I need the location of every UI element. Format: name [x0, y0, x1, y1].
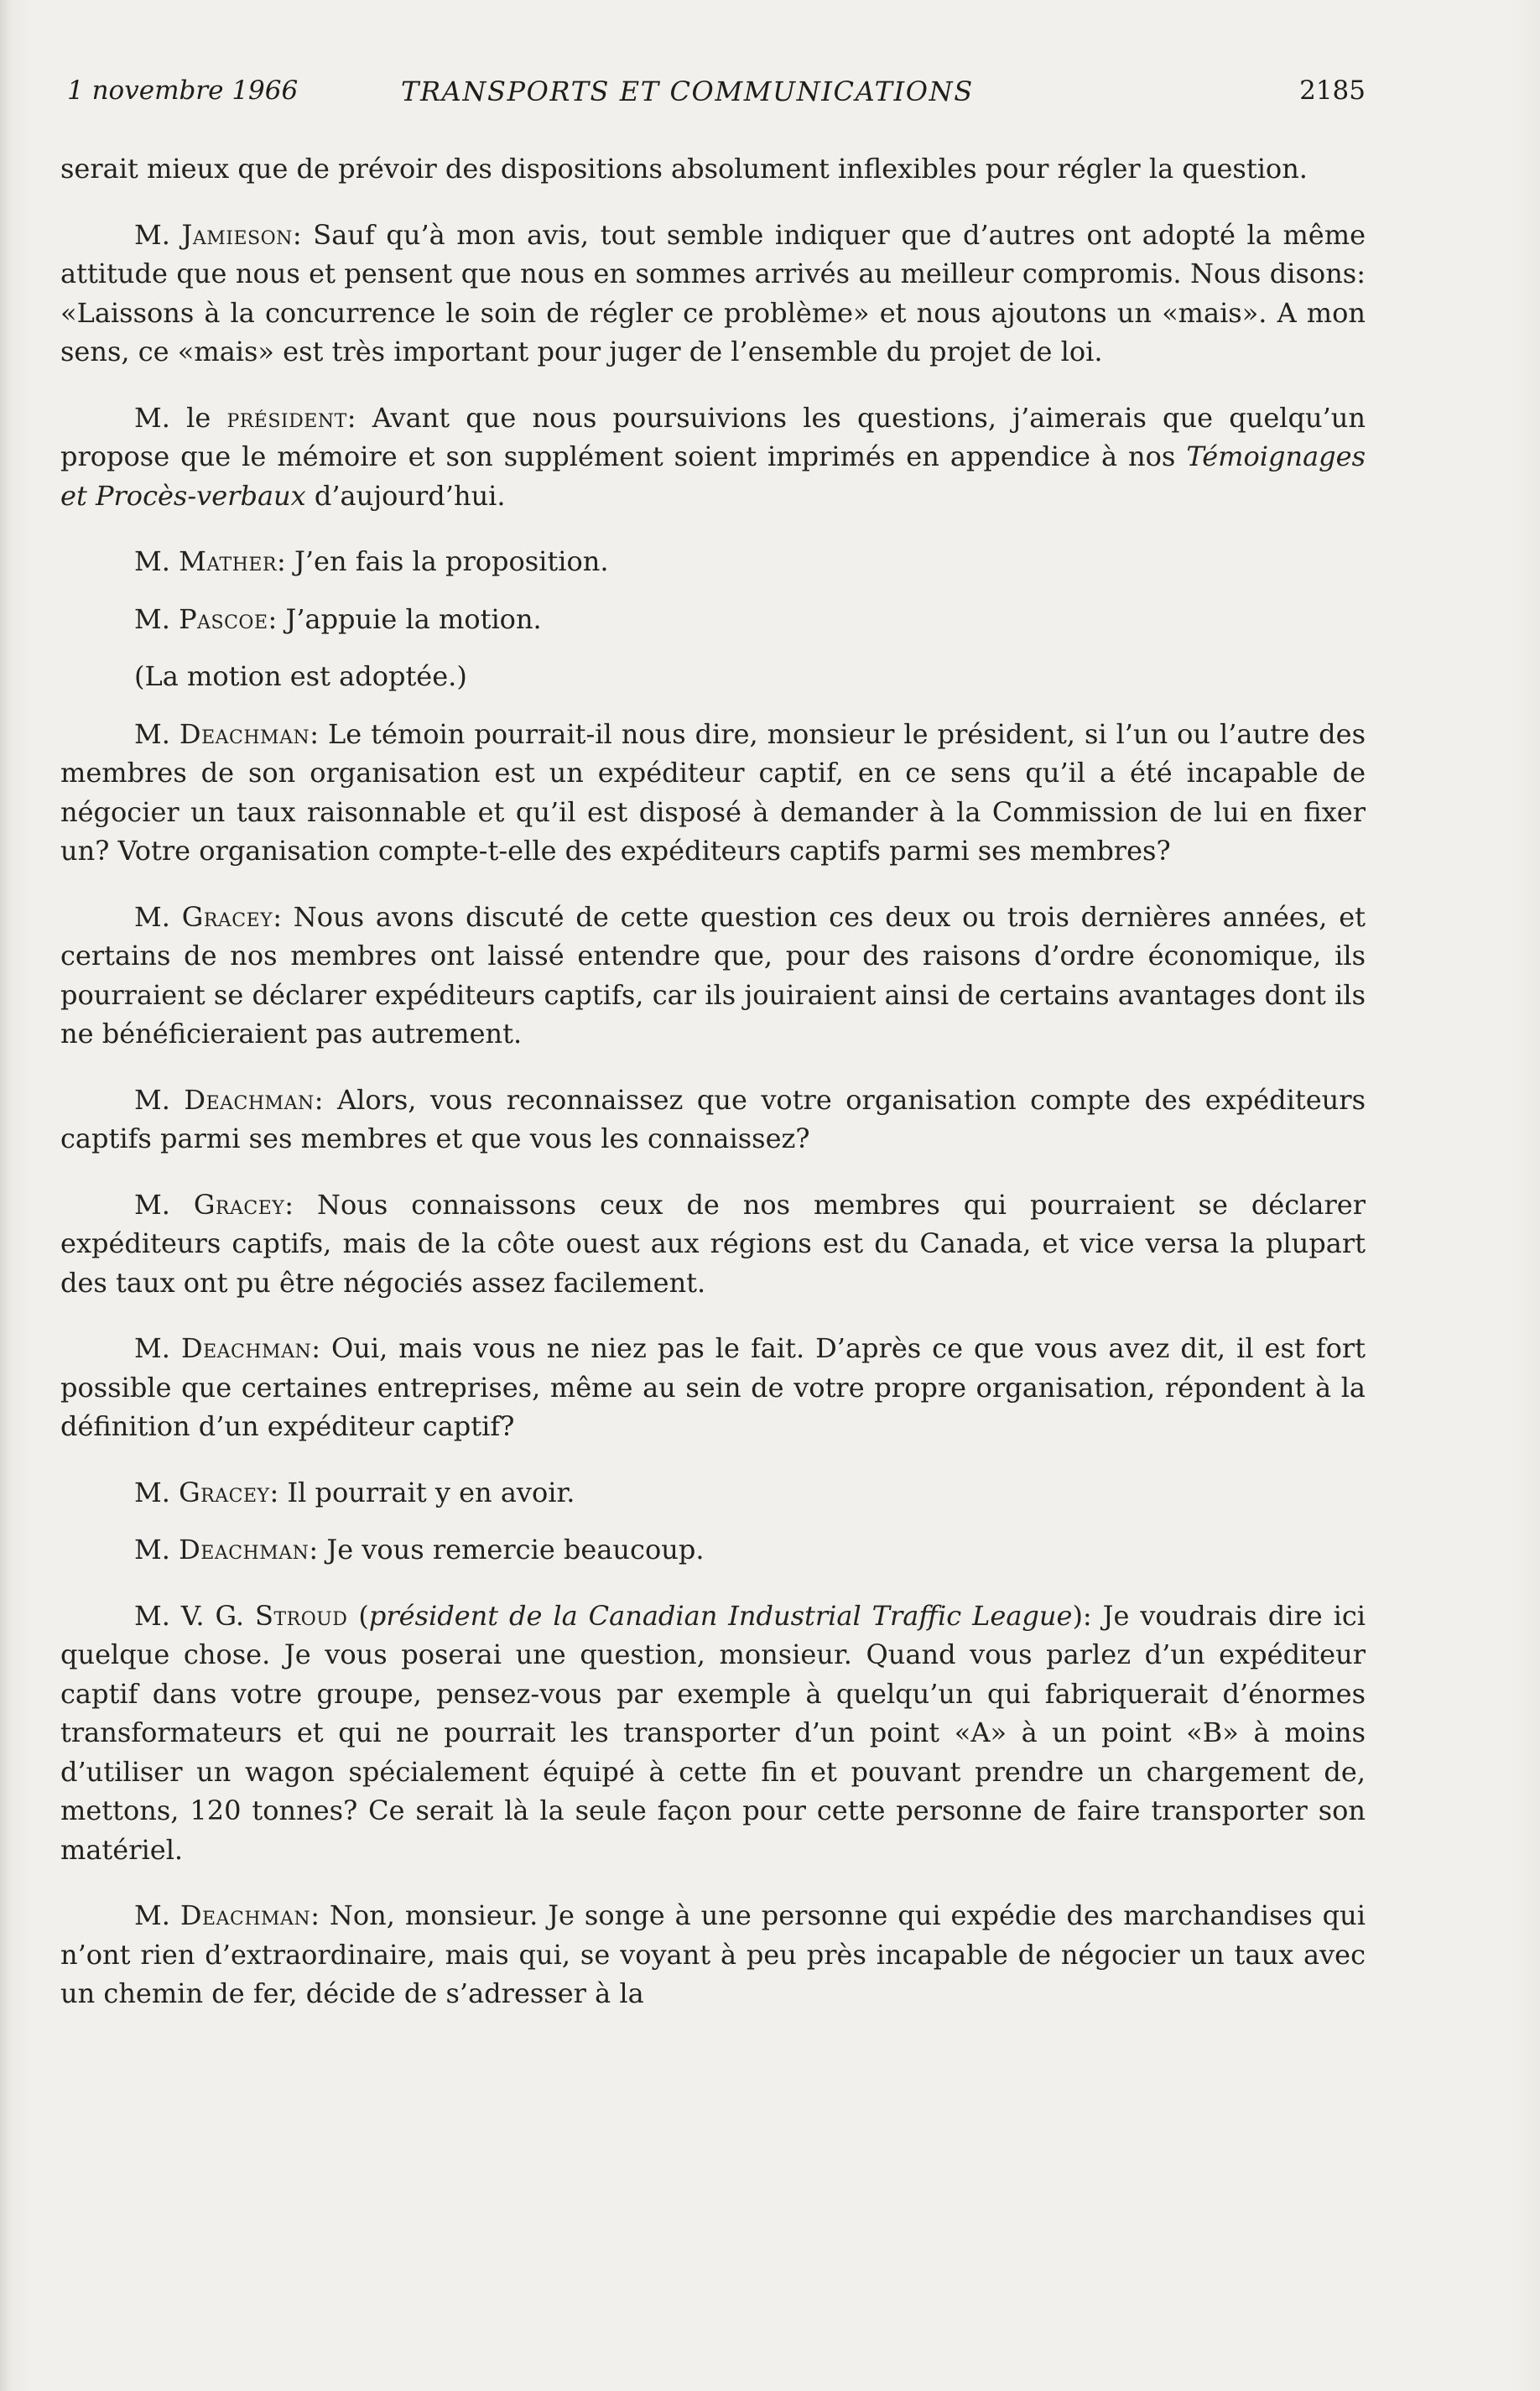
speaker-name: Jamieson: [181, 218, 293, 251]
paragraph-gracey-1: [60, 898, 1366, 1054]
speaker-name: Pascoe: [179, 602, 268, 635]
paragraph-pascoe: [60, 600, 1366, 639]
paragraph-text: : Avant que nous poursuivions les questions, j’aimerais que quelqu’un propose que le mémoire et son supplément soient imprimés en appendice à nos: [60, 401, 1366, 472]
speaker-name: Stroud: [255, 1599, 348, 1632]
speaker-name: président: [226, 401, 347, 434]
speaker-name: Deachman: [179, 717, 310, 750]
paragraph-continuation: [60, 149, 1366, 189]
paragraph-text: : Nous avons discuté de cette question ces deux ou trois dernières années, et certains de nos membres ont laissé entendre que, pour des raisons d’ordre économique, ils pourraient se déclarer expéditeurs captifs, car ils jouiraient ainsi de certains avantages dont ils ne bénéficieraient pas autrement.: [60, 900, 1366, 1050]
header-title: TRANSPORTS ET COMMUNICATIONS: [401, 76, 974, 107]
speaker-prefix: M.: [134, 1083, 185, 1116]
speaker-prefix: M.: [134, 1476, 179, 1508]
speaker-prefix: M.: [134, 900, 182, 933]
speaker-prefix: M. le: [134, 401, 227, 434]
paragraph-text: serait mieux que de prévoir des dispositions absolument inflexibles pour régler la question.: [60, 153, 1308, 185]
speaker-name: Mather: [179, 545, 278, 577]
paragraph-gracey-3: [60, 1473, 1366, 1513]
header-date: 1 novembre 1966: [67, 76, 299, 106]
italic-title: Témoignages et Procès-verbaux: [60, 440, 1366, 512]
paragraph-deachman-2: [60, 1081, 1366, 1159]
paragraph-text: : Il pourrait y en avoir.: [269, 1476, 575, 1508]
paragraph-text: : J’appuie la motion.: [268, 602, 542, 635]
speaker-prefix: M.: [134, 218, 182, 251]
speaker-name: Gracey: [193, 1188, 285, 1221]
page-number: 2185: [1299, 76, 1366, 106]
paragraph-gracey-2: [60, 1185, 1366, 1303]
paragraph-text: : Sauf qu’à mon avis, tout semble indiquer que d’autres ont adopté la même attitude que nous et pensent que nous en sommes arrivés au meilleur compromis. Nous disons: «Laissons à la concurrence le soin de régler ce problème» et nous ajoutons un «mais». A mon sens, ce «mais» est très important pour juger de l’ensemble du projet de loi.: [60, 218, 1366, 367]
paragraph-motion-adopted: [60, 657, 1366, 696]
paragraph-text: : Alors, vous reconnaissez que votre organisation compte des expéditeurs captifs parmi ses membres et que vous les connaissez?: [60, 1083, 1366, 1154]
paragraph-text: : Le témoin pourrait-il nous dire, monsieur le président, si l’un ou l’autre des membres de son organisation est un expéditeur captif, en ce sens qu’il a été incapable de négocier un taux raisonnable et qu’il est disposé à demander à la Commission de lui en fixer un? Votre organisation compte-t-elle des expéditeurs captifs parmi ses membres?: [60, 717, 1366, 867]
paragraph-jamieson: [60, 216, 1366, 372]
paragraph-deachman-1: [60, 715, 1366, 871]
paragraph-text-end: ): Je voudrais dire ici quelque chose. Je vous poserai une question, monsieur. Quand vous parlez d’un expéditeur captif dans votre groupe, pensez-vous par exemple à quelqu’un qui fabriquerait d’énormes transformateurs et qui ne pourrait les transporter d’un point «A» à un point «B» à moins d’utiliser un wagon spécialement équipé à cette fin et pouvant prendre un chargement de, mettons, 120 tonnes? Ce serait là la seule façon pour cette personne de faire transporter son matériel.: [60, 1599, 1366, 1866]
speaker-prefix: M.: [134, 1188, 194, 1221]
speaker-prefix: M.: [134, 1899, 180, 1931]
paragraph-text: (: [347, 1599, 369, 1632]
speaker-name: Deachman: [179, 1534, 310, 1565]
speaker-name: Deachman: [184, 1083, 315, 1116]
paragraph-deachman-5: [60, 1896, 1366, 2013]
paragraph-deachman-4: [60, 1530, 1366, 1570]
speaker-prefix: M. V. G.: [134, 1599, 256, 1632]
paragraph-text: : J’en fais la proposition.: [277, 545, 609, 577]
speaker-affiliation: président de la Canadian Industrial Traffic League: [368, 1599, 1073, 1632]
speaker-prefix: M.: [134, 602, 179, 635]
paragraph-text: : Je vous remercie beaucoup.: [309, 1534, 705, 1565]
paragraph-text-end: d’aujourd’hui.: [305, 479, 506, 512]
speaker-name: Deachman: [180, 1332, 312, 1364]
paragraph-stroud: [60, 1597, 1366, 1870]
paragraph-text: : Nous connaissons ceux de nos membres qui pourraient se déclarer expéditeurs captifs, mais de la côte ouest aux régions est du Canada, et vice versa la plupart des taux ont pu être négociés assez facilement.: [60, 1188, 1366, 1299]
speaker-prefix: M.: [134, 1534, 179, 1565]
speaker-prefix: M.: [134, 717, 179, 750]
page-header: [67, 76, 1366, 112]
paragraph-mather: [60, 542, 1366, 581]
document-body: [60, 149, 1366, 2040]
speaker-name: Gracey: [179, 1476, 270, 1508]
paragraph-president: [60, 398, 1366, 516]
paragraph-text: : Oui, mais vous ne niez pas le fait. D’après ce que vous avez dit, il est fort possible que certaines entreprises, même au sein de votre propre organisation, répondent à la définition d’un expéditeur captif?: [60, 1332, 1366, 1442]
paragraph-deachman-3: [60, 1329, 1366, 1446]
speaker-prefix: M.: [134, 1332, 181, 1364]
speaker-name: Gracey: [181, 900, 273, 933]
paragraph-text: (La motion est adoptée.): [134, 660, 467, 692]
speaker-name: Deachman: [179, 1899, 311, 1931]
paragraph-text: : Non, monsieur. Je songe à une personne qui expédie des marchandises qui n’ont rien d’extraordinaire, mais qui, se voyant à peu près incapable de négocier un taux avec un chemin de fer, décide de s’adresser à la: [60, 1899, 1366, 2009]
speaker-prefix: M.: [134, 545, 179, 577]
